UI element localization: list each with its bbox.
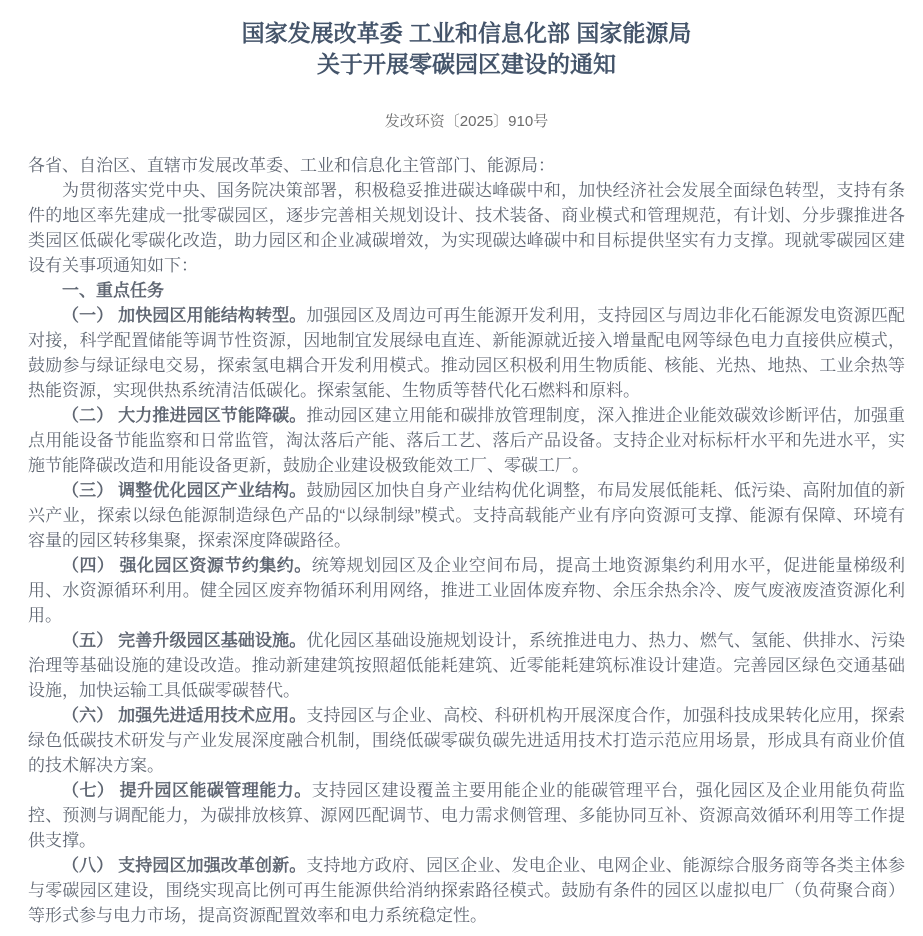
task-item-6 [28,703,905,778]
task-item-8 [28,853,905,928]
task-item-1 [28,303,905,403]
task-item-7-lead: （七） 提升园区能碳管理能力。 [62,781,312,800]
task-item-4-text: 统筹规划园区及企业空间布局，提高土地资源集约利用水平，促进能量梯级利用、水资源循环利用。健全园区废弃物循环利用网络，推进工业固体废弃物、余压余热余冷、废气废液废渣资源化利用。 [28,556,905,625]
salutation: 各省、自治区、直辖市发展改革委、工业和信息化主管部门、能源局： [28,156,555,175]
task-item-1-lead: （一） 加快园区用能结构转型。 [62,306,307,325]
intro-paragraph: 为贯彻落实党中央、国务院决策部署，积极稳妥推进碳达峰碳中和，加快经济社会发展全面绿色转型，支持有条件的地区率先建成一批零碳园区，逐步完善相关规划设计、技术装备、商业模式和管理规范，有计划、分步骤推进各类园区低碳化零碳化改造，助力园区和企业减碳增效，为实现碳达峰碳中和目标提供坚实有力支撑。现就零碳园区建设有关事项通知如下： [28,181,905,275]
task-item-1-text: 加强园区及周边可再生能源开发利用，支持园区与周边非化石能源发电资源匹配对接，科学配置储能等调节性资源，因地制宜发展绿电直连、新能源就近接入增量配电网等绿色电力直接供应模式，鼓励参与绿证绿电交易，探索氢电耦合开发利用模式。推动园区积极利用生物质能、核能、光热、地热、工业余热等热能资源，实现供热系统清洁低碳化。探索氢能、生物质等替代化石燃料和原料。 [28,306,905,400]
task-item-7 [28,778,905,853]
task-item-4-lead: （四） 强化园区资源节约集约。 [62,556,312,575]
task-item-5-text: 优化园区基础设施规划设计，系统推进电力、热力、燃气、氢能、供排水、污染治理等基础设施的建设改造。推动新建建筑按照超低能耗建筑、近零能耗建筑标准设计建造。完善园区绿色交通基础设施，加快运输工具低碳零碳替代。 [28,631,905,700]
section-heading: 一、重点任务 [62,281,164,300]
document-number: 发改环资〔2025〕910号 [384,113,549,130]
task-item-3-lead: （三） 调整优化园区产业结构。 [62,481,307,500]
title-line-2: 关于开展零碳园区建设的通知 [317,51,616,77]
title-line-1: 国家发展改革委 工业和信息化部 国家能源局 [241,20,692,46]
task-item-5-lead: （五） 完善升级园区基础设施。 [62,631,307,650]
task-item-3-text: 鼓励园区加快自身产业结构优化调整，布局发展低能耗、低污染、高附加值的新兴产业，探索以绿色能源制造绿色产品的“以绿制绿”模式。支持高载能产业有序向资源可支撑、能源有保障、环境有容量的园区转移集聚，探索深度降碳路径。 [28,481,905,550]
task-item-3 [28,478,905,553]
task-item-4 [28,553,905,628]
document-title [28,14,905,80]
task-item-8-lead: （八） 支持园区加强改革创新。 [62,856,307,875]
task-item-6-lead: （六） 加强先进适用技术应用。 [62,706,307,725]
task-item-2 [28,403,905,478]
task-item-7-text: 支持园区建设覆盖主要用能企业的能碳管理平台，强化园区及企业用能负荷监控、预测与调配能力，为碳排放核算、源网匹配调节、电力需求侧管理、多能协同互补、资源高效循环利用等工作提供支撑。 [28,781,905,850]
task-item-2-lead: （二） 大力推进园区节能降碳。 [62,406,307,425]
task-item-2-text: 推动园区建立用能和碳排放管理制度，深入推进企业能效碳效诊断评估，加强重点用能设备节能监察和日常监管，淘汰落后产能、落后工艺、落后产品设备。支持企业对标标杆水平和先进水平，实施节能降碳改造和用能设备更新，鼓励企业建设极致能效工厂、零碳工厂。 [28,406,905,475]
task-item-8-text: 支持地方政府、园区企业、发电企业、电网企业、能源综合服务商等各类主体参与零碳园区建设，围绕实现高比例可再生能源供给消纳探索路径模式。鼓励有条件的园区以虚拟电厂（负荷聚合商）等形式参与电力市场，提高资源配置效率和电力系统稳定性。 [28,856,905,925]
document-body [28,153,905,928]
task-item-6-text: 支持园区与企业、高校、科研机构开展深度合作，加强科技成果转化应用，探索绿色低碳技术研发与产业发展深度融合机制，围绕低碳零碳负碳先进适用技术打造示范应用场景，形成具有商业价值的技术解决方案。 [28,706,905,775]
task-item-5 [28,628,905,703]
